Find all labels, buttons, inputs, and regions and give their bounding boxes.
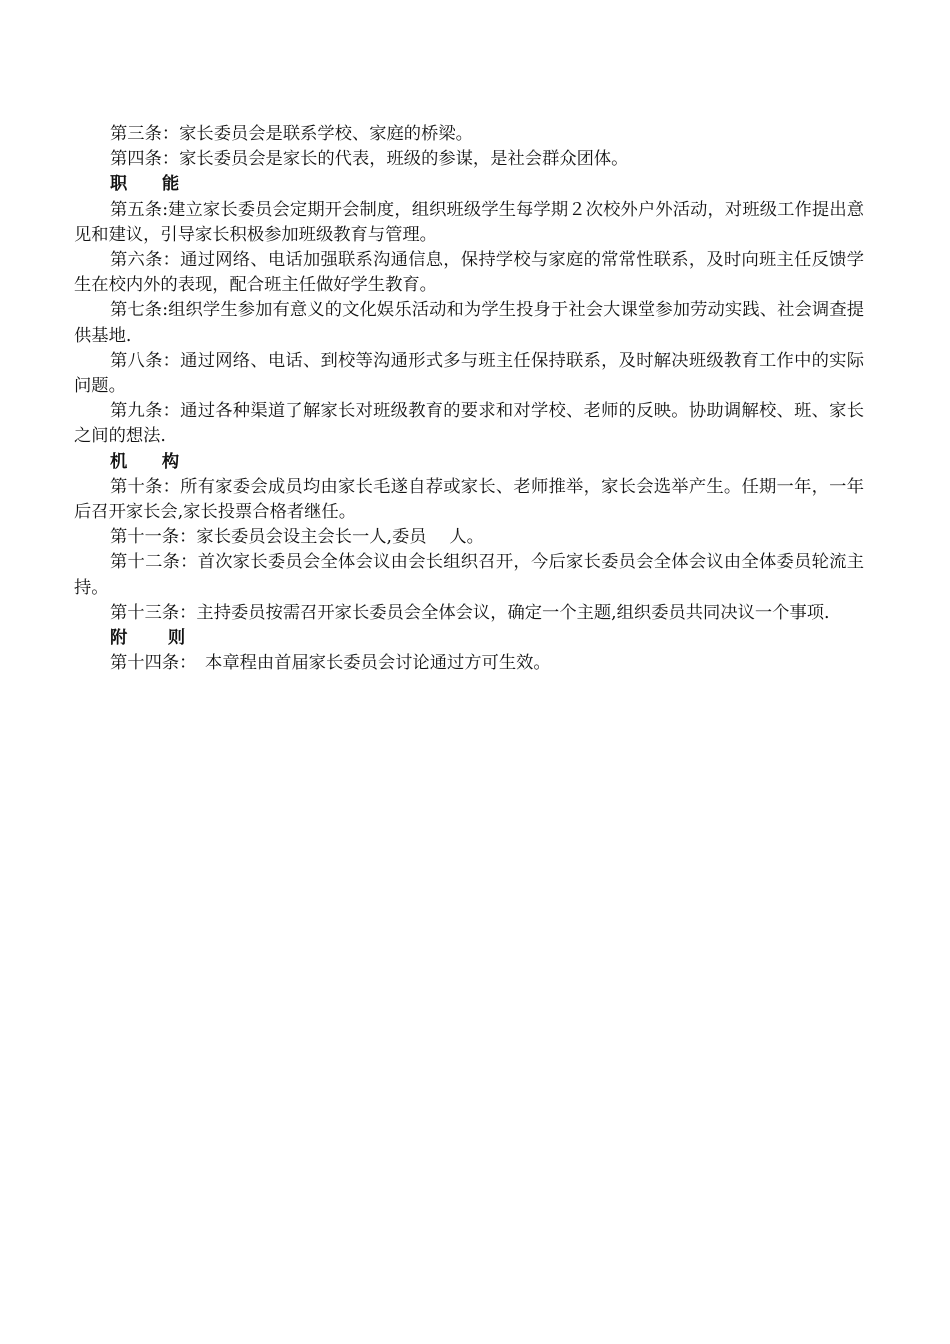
article-14: 第十四条： 本章程由首届家长委员会讨论通过方可生效。 — [110, 653, 551, 674]
article-8: 第八条：通过网络、电话、到校等沟通形式多与班主任保持联系，及时解决班级教育工作中的实际问题。 — [74, 350, 864, 397]
article-7: 第七条:组织学生参加有意义的文化娱乐活动和为学生投身于社会大课堂参加劳动实践、社会调查提供基地. — [74, 300, 864, 346]
article-9: 第九条：通过各种渠道了解家长对班级教育的要求和对学校、老师的反映。协助调解校、班、家长之间的想法. — [74, 401, 864, 447]
section-organization: 机 构 — [110, 451, 180, 472]
article-12: 第十二条：首次家长委员会全体会议由会长组织召开，今后家长委员会全体会议由全体委员轮流主持。 — [74, 552, 864, 598]
article-3: 第三条：家长委员会是联系学校、家庭的桥梁。 — [110, 124, 473, 144]
article-11: 第十一条：家长委员会设主会长一人,委员 人。 — [110, 527, 484, 548]
document-page — [74, 122, 864, 676]
article-4: 第四条：家长委员会是家长的代表，班级的参谋，是社会群众团体。 — [110, 149, 629, 170]
article-10: 第十条：所有家委会成员均由家长毛遂自荐或家长、老师推举，家长会选举产生。任期一年，一年后召开家长会,家长投票合格者继任。 — [74, 476, 864, 523]
section-supplementary: 附 则 — [110, 628, 186, 649]
section-functions: 职 能 — [110, 174, 180, 195]
article-5: 第五条:建立家长委员会定期开会制度，组织班级学生每学期２次校外户外活动，对班级工作提出意见和建议，引导家长积极参加班级教育与管理。 — [74, 199, 864, 245]
article-6: 第六条：通过网络、电话加强联系沟通信息，保持学校与家庭的常常性联系，及时向班主任反馈学生在校内外的表现，配合班主任做好学生教育。 — [74, 250, 864, 296]
article-13: 第十三条：主持委员按需召开家长委员会全体会议，确定一个主题,组织委员共同决议一个事项. — [110, 602, 830, 623]
